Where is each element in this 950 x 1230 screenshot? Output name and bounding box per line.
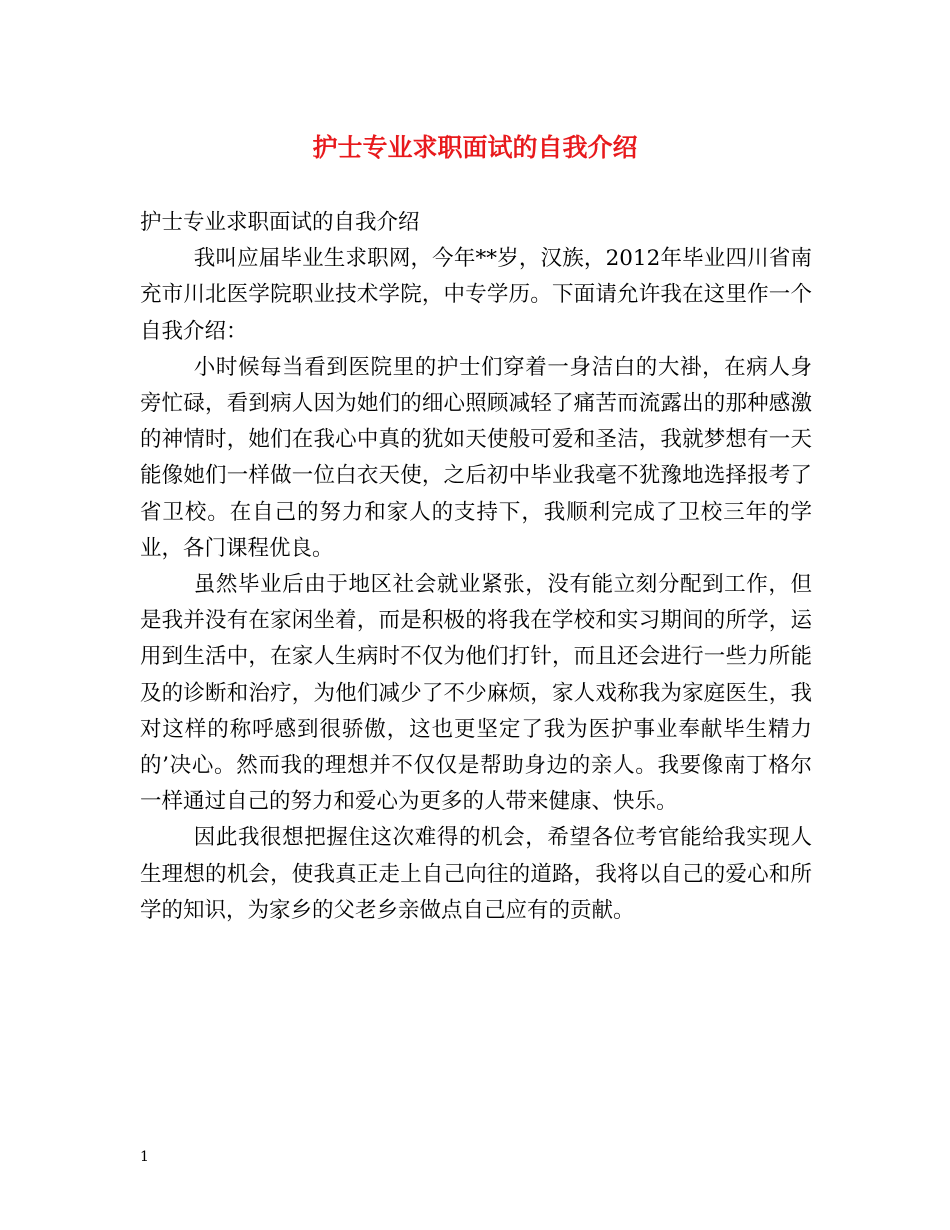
- paragraph-conclusion: 因此我很想把握住这次难得的机会，希望各位考官能给我实现人生理想的机会，使我真正走上自己向往的道路，我将以自己的爱心和所学的知识，为家乡的父老乡亲做点自己应有的贡献。: [140, 825, 812, 923]
- document-title: 护士专业求职面试的自我介绍: [312, 133, 638, 162]
- body-heading-line: 护士专业求职面试的自我介绍: [140, 210, 420, 235]
- document-body: [140, 205, 812, 929]
- paragraph-intro: 我叫应届毕业生求职网，今年**岁，汉族，2012年毕业四川省南充市川北医学院职业技术学院，中专学历。下面请允许我在这里作一个自我介绍：: [140, 246, 812, 344]
- page-number: 1: [140, 1149, 149, 1165]
- paragraph-after-graduation: 虽然毕业后由于地区社会就业紧张，没有能立刻分配到工作，但是我并没有在家闲坐着，而是积极的将我在学校和实习期间的所学，运用到生活中，在家人生病时不仅为他们打针，而且还会进行一些力所能及的诊断和治疗，为他们减少了不少麻烦，家人戏称我为家庭医生，我对这样的称呼感到很骄傲，这也更坚定了我为医护事业奉献毕生精力的’决心。然而我的理想并不仅仅是帮助身边的亲人。我要像南丁格尔一样通过自己的努力和爱心为更多的人带来健康、快乐。: [140, 572, 812, 815]
- paragraph-childhood: 小时候每当看到医院里的护士们穿着一身洁白的大褂，在病人身旁忙碌，看到病人因为她们的细心照顾减轻了痛苦而流露出的那种感激的神情时，她们在我心中真的犹如天使般可爱和圣洁，我就梦想有一天能像她们一样做一位白衣天使，之后初中毕业我毫不犹豫地选择报考了省卫校。在自己的努力和家人的支持下，我顺利完成了卫校三年的学业，各门课程优良。: [140, 354, 812, 561]
